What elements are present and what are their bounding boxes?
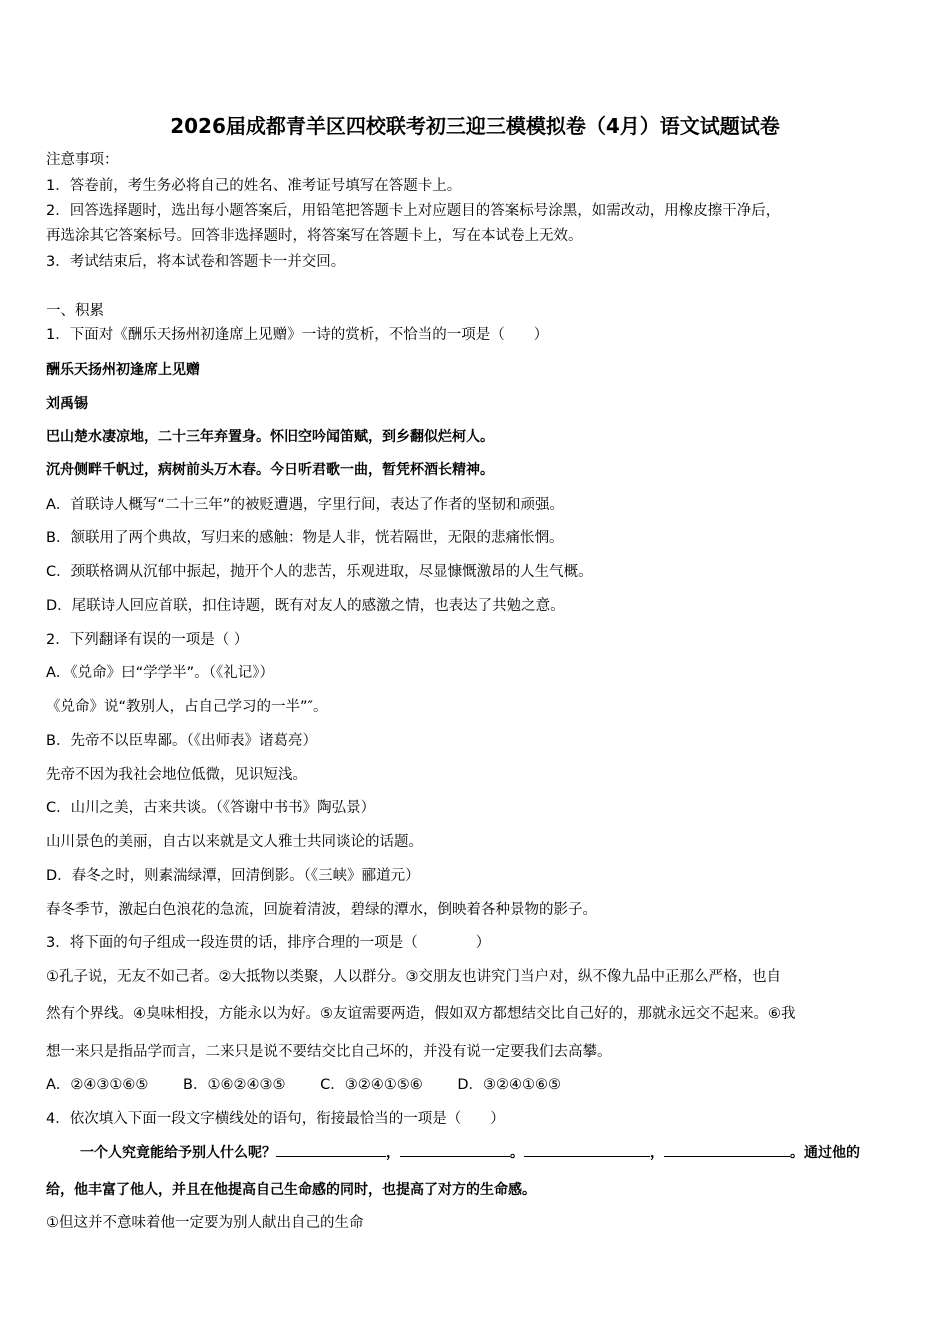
q3-stem: 3．将下面的句子组成一段连贯的话，排序合理的一项是（ ） (46, 935, 491, 951)
q1-option-b: B．颔联用了两个典故，写归来的感触：物是人非，恍若隔世，无限的悲痛怅惘。 (46, 530, 564, 546)
section-heading: 一、积累 (46, 303, 104, 319)
q3-line: 然有个界线。④臭味相投，方能永以为好。⑤友谊需要两造，假如双方都想结交比自己好的，那就永远交不起来。⑥我 (46, 1006, 796, 1022)
q2-line: 山川景色的美丽，自古以来就是文人雅士共同谈论的话题。 (46, 834, 423, 850)
q3-option-b: B．①⑥②④③⑤ (183, 1077, 286, 1093)
blank-2 (400, 1142, 510, 1157)
q2-line: D．春冬之时，则素湍绿潭，回清倒影。（《三峡》郦道元） (46, 868, 420, 884)
notice-item: 再选涂其它答案标号。回答非选择题时，将答案写在答题卡上，写在本试卷上无效。 (46, 228, 583, 244)
q3-option-c: C．③②④①⑤⑥ (320, 1077, 423, 1093)
blank-4 (664, 1142, 790, 1157)
notice-heading: 注意事项： (46, 152, 119, 168)
q2-line: 先帝不因为我社会地位低微，见识短浅。 (46, 767, 307, 783)
poem-author: 刘禹锡 (46, 396, 88, 412)
q3-line: ①孔子说，无友不如己者。②大抵物以类聚，人以群分。③交朋友也讲究门当户对，纵不像九品中正那么严格，也自 (46, 969, 781, 985)
notice-item: 3．考试结束后，将本试卷和答题卡一并交回。 (46, 254, 346, 270)
q2-line: C．山川之美，古来共谈。（《答谢中书书》陶弘景） (46, 800, 376, 816)
poem-line: 沉舟侧畔千帆过，病树前头万木春。今日听君歌一曲，暂凭杯酒长精神。 (46, 462, 494, 478)
punct: ， (650, 1145, 664, 1161)
q2-line: 春冬季节，激起白色浪花的急流，回旋着清波，碧绿的潭水，倒映着各种景物的影子。 (46, 902, 597, 918)
q3-options (46, 1075, 591, 1095)
q4-passage-line (80, 1142, 860, 1163)
q1-stem: 1．下面对《酬乐天扬州初逢席上见赠》一诗的赏析，不恰当的一项是（ ） (46, 327, 549, 343)
q2-line: 《兑命》说“教别人，占自己学习的一半”″。 (46, 699, 328, 715)
blank-1 (276, 1142, 386, 1157)
punct: ， (386, 1145, 400, 1161)
q1-option-c: C．颈联格调从沉郁中振起，抛开个人的悲苦，乐观进取，尽显慷慨激昂的人生气概。 (46, 564, 593, 580)
q3-option-d: D．③②④①⑥⑤ (457, 1077, 561, 1093)
notice-item: 2．回答选择题时，选出每小题答案后，用铅笔把答题卡上对应题目的答案标号涂黑，如需改动，用橡皮擦干净后， (46, 203, 781, 219)
poem-title: 酬乐天扬州初逢席上见赠 (46, 362, 200, 378)
passage-start: 一个人究竟能给予别人什么呢？ (80, 1145, 276, 1161)
q2-line: A．《兑命》曰“学学半”。（《礼记》） (46, 665, 274, 681)
q3-option-a: A．②④③①⑥⑤ (46, 1077, 149, 1093)
q1-option-a: A．首联诗人概写“二十三年”的被贬遭遇，字里行间，表达了作者的坚韧和顽强。 (46, 497, 564, 513)
passage-end: 。通过他的 (790, 1145, 860, 1161)
q4-passage-line: 给，他丰富了他人，并且在他提高自己生命感的同时，也提高了对方的生命感。 (46, 1182, 536, 1198)
notice-item: 1．答卷前，考生务必将自己的姓名、准考证号填写在答题卡上。 (46, 178, 462, 194)
q4-item: ①但这并不意味着他一定要为别人献出自己的生命 (46, 1215, 364, 1231)
q1-option-d: D．尾联诗人回应首联，扣住诗题，既有对友人的感激之情，也表达了共勉之意。 (46, 598, 565, 614)
q4-stem: 4．依次填入下面一段文字横线处的语句，衔接最恰当的一项是（ ） (46, 1111, 505, 1127)
q2-line: B．先帝不以臣卑鄙。（《出师表》诸葛亮） (46, 733, 317, 749)
punct: 。 (510, 1145, 524, 1161)
page-title: 2026届成都青羊区四校联考初三迎三模模拟卷（4月）语文试题试卷 (170, 114, 780, 138)
blank-3 (524, 1142, 650, 1157)
q2-stem: 2．下列翻译有误的一项是（ ） (46, 632, 249, 648)
q3-line: 想一来只是指品学而言，二来只是说不要结交比自己坏的，并没有说一定要我们去高攀。 (46, 1044, 612, 1060)
poem-line: 巴山楚水凄凉地，二十三年弃置身。怀旧空吟闻笛赋，到乡翻似烂柯人。 (46, 429, 494, 445)
